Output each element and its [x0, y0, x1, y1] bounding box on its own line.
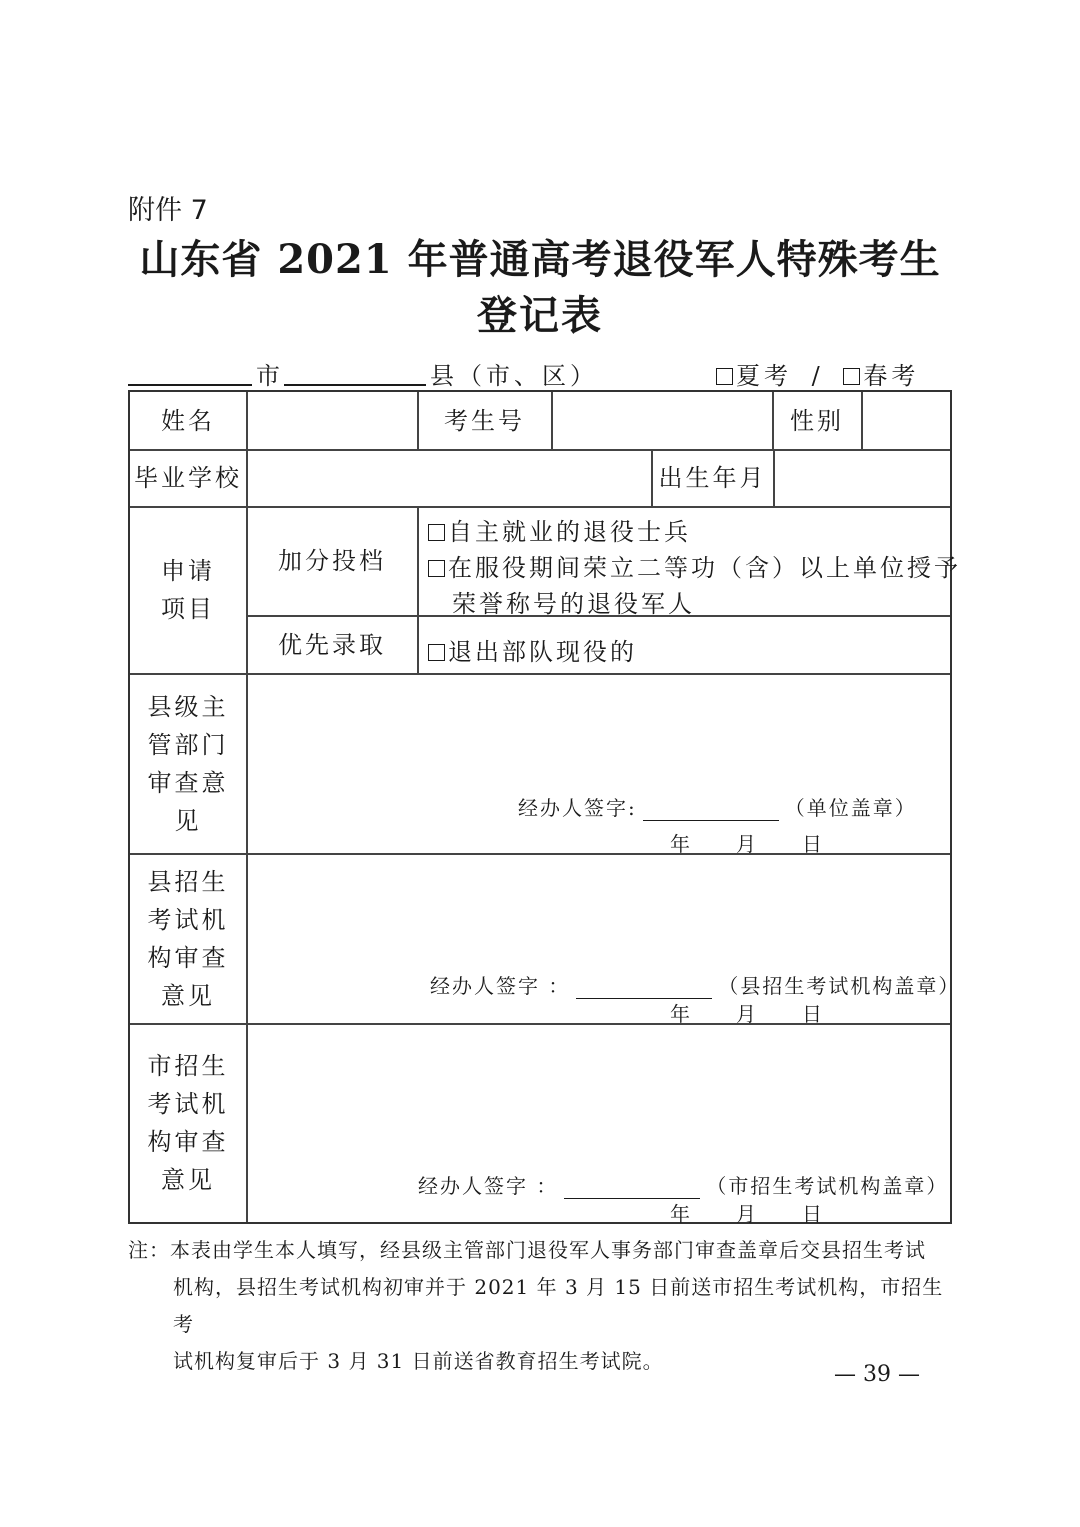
- county-exam-label-l1: 县招生: [147, 867, 229, 896]
- date-year: 年: [670, 1002, 690, 1026]
- city-exam-label-l3: 构审查: [147, 1128, 229, 1156]
- county-exam-date: [670, 998, 830, 1026]
- birth-label: 出生年月: [658, 464, 767, 492]
- bonus-option-1-checkbox[interactable]: [428, 524, 445, 541]
- spring-exam-checkbox[interactable]: [843, 368, 860, 385]
- date-month: 月: [736, 1202, 756, 1226]
- city-exam-signer-label: 经办人签字 ：: [418, 1174, 559, 1198]
- bonus-option-2-continued: 荣誉称号的退役军人: [452, 590, 695, 618]
- priority-option-checkbox[interactable]: [428, 644, 445, 661]
- season-separator: /: [811, 362, 824, 390]
- bonus-option-1[interactable]: [428, 512, 691, 547]
- apply-label-line2: 项目: [161, 595, 215, 623]
- gender-field[interactable]: [862, 392, 950, 449]
- county-dept-label-l4: 见: [174, 806, 202, 835]
- gender-label: 性别: [790, 406, 844, 435]
- county-exam-label-l2: 考试机: [147, 905, 229, 934]
- county-dept-label-l3: 审查意: [147, 768, 229, 797]
- bonus-option-2[interactable]: [428, 548, 961, 583]
- county-dept-seal-label: （单位盖章）: [784, 796, 917, 820]
- county-exam-review-label: [130, 854, 246, 1023]
- date-day: 日: [802, 1002, 822, 1026]
- county-exam-label-l3: 构审查: [147, 943, 229, 972]
- bonus-option-2-label: 在服役期间荣立二等功（含）以上单位授予: [448, 554, 961, 582]
- summer-exam-label: 夏考: [736, 362, 792, 390]
- page-number: — 39 —: [834, 1362, 920, 1387]
- page-subtitle: 登记表: [477, 292, 603, 339]
- county-exam-signature-row: [430, 970, 960, 999]
- school-label: 毕业学校: [134, 464, 242, 492]
- county-blank[interactable]: [284, 383, 426, 386]
- date-month: 月: [736, 1002, 756, 1026]
- region-line: [128, 356, 952, 388]
- date-year: 年: [670, 832, 690, 856]
- county-exam-signer-label: 经办人签字 ：: [430, 974, 571, 998]
- apply-label: [130, 507, 246, 673]
- county-exam-signature-field[interactable]: [576, 980, 712, 999]
- city-exam-label-l2: 考试机: [147, 1090, 229, 1118]
- county-exam-label-l4: 意见: [161, 981, 215, 1010]
- summer-exam-checkbox[interactable]: [716, 368, 733, 385]
- exam-no-label: 考生号: [444, 406, 525, 435]
- name-label: 姓名: [161, 406, 215, 435]
- county-suffix: 县（市、区）: [430, 362, 598, 390]
- priority-option[interactable]: [428, 632, 637, 667]
- city-exam-date: [670, 1198, 830, 1226]
- bonus-option-1-label: 自主就业的退役士兵: [448, 518, 691, 546]
- registration-form: [128, 390, 961, 1226]
- county-dept-review-label: [130, 674, 246, 853]
- attachment-label: 附件 7: [128, 195, 208, 226]
- page-title: 山东省 2021 年普通高考退役军人特殊考生: [139, 236, 941, 283]
- date-month: 月: [736, 832, 756, 856]
- county-dept-label-l2: 管部门: [147, 730, 229, 759]
- city-exam-signature-field[interactable]: [564, 1180, 700, 1199]
- county-exam-seal-label: （县招生考试机构盖章）: [718, 974, 961, 998]
- city-exam-label-l1: 市招生: [147, 1052, 229, 1080]
- priority-label: 优先录取: [278, 630, 386, 659]
- city-exam-signature-row: [418, 1170, 948, 1199]
- date-day: 日: [802, 832, 822, 856]
- city-exam-label-l4: 意见: [161, 1166, 215, 1194]
- county-dept-signature-row: [518, 792, 917, 821]
- county-dept-label-l1: 县级主: [147, 692, 229, 721]
- footnote: [128, 1232, 958, 1380]
- date-year: 年: [670, 1202, 690, 1226]
- county-dept-signer-label: 经办人签字:: [518, 796, 637, 820]
- school-field[interactable]: [247, 450, 651, 506]
- county-dept-date: [670, 828, 830, 856]
- city-exam-review-label: [130, 1024, 246, 1222]
- birth-field[interactable]: [774, 450, 950, 506]
- county-dept-signature-field[interactable]: [643, 802, 779, 821]
- footnote-line-1: 注：本表由学生本人填写，经县级主管部门退役军人事务部门审查盖章后交县招生考试: [128, 1238, 926, 1262]
- name-field[interactable]: [247, 392, 417, 449]
- city-exam-seal-label: （市招生考试机构盖章）: [706, 1174, 949, 1198]
- footnote-line-2: 机构，县招生考试机构初审并于 2021 年 3 月 15 日前送市招生考试机构，市招生考: [173, 1275, 944, 1336]
- bonus-label: 加分投档: [278, 547, 386, 575]
- bonus-option-2-checkbox[interactable]: [428, 560, 445, 577]
- exam-season-options: [716, 356, 919, 391]
- spring-exam-label: 春考: [863, 362, 920, 390]
- city-blank[interactable]: [128, 383, 252, 386]
- exam-no-field[interactable]: [552, 392, 772, 449]
- city-suffix: 市: [256, 362, 284, 390]
- date-day: 日: [802, 1202, 822, 1226]
- priority-option-label: 退出部队现役的: [448, 638, 637, 666]
- footnote-line-3: 试机构复审后于 3 月 31 日前送省教育招生考试院。: [173, 1349, 664, 1373]
- apply-label-line1: 申请: [161, 557, 215, 585]
